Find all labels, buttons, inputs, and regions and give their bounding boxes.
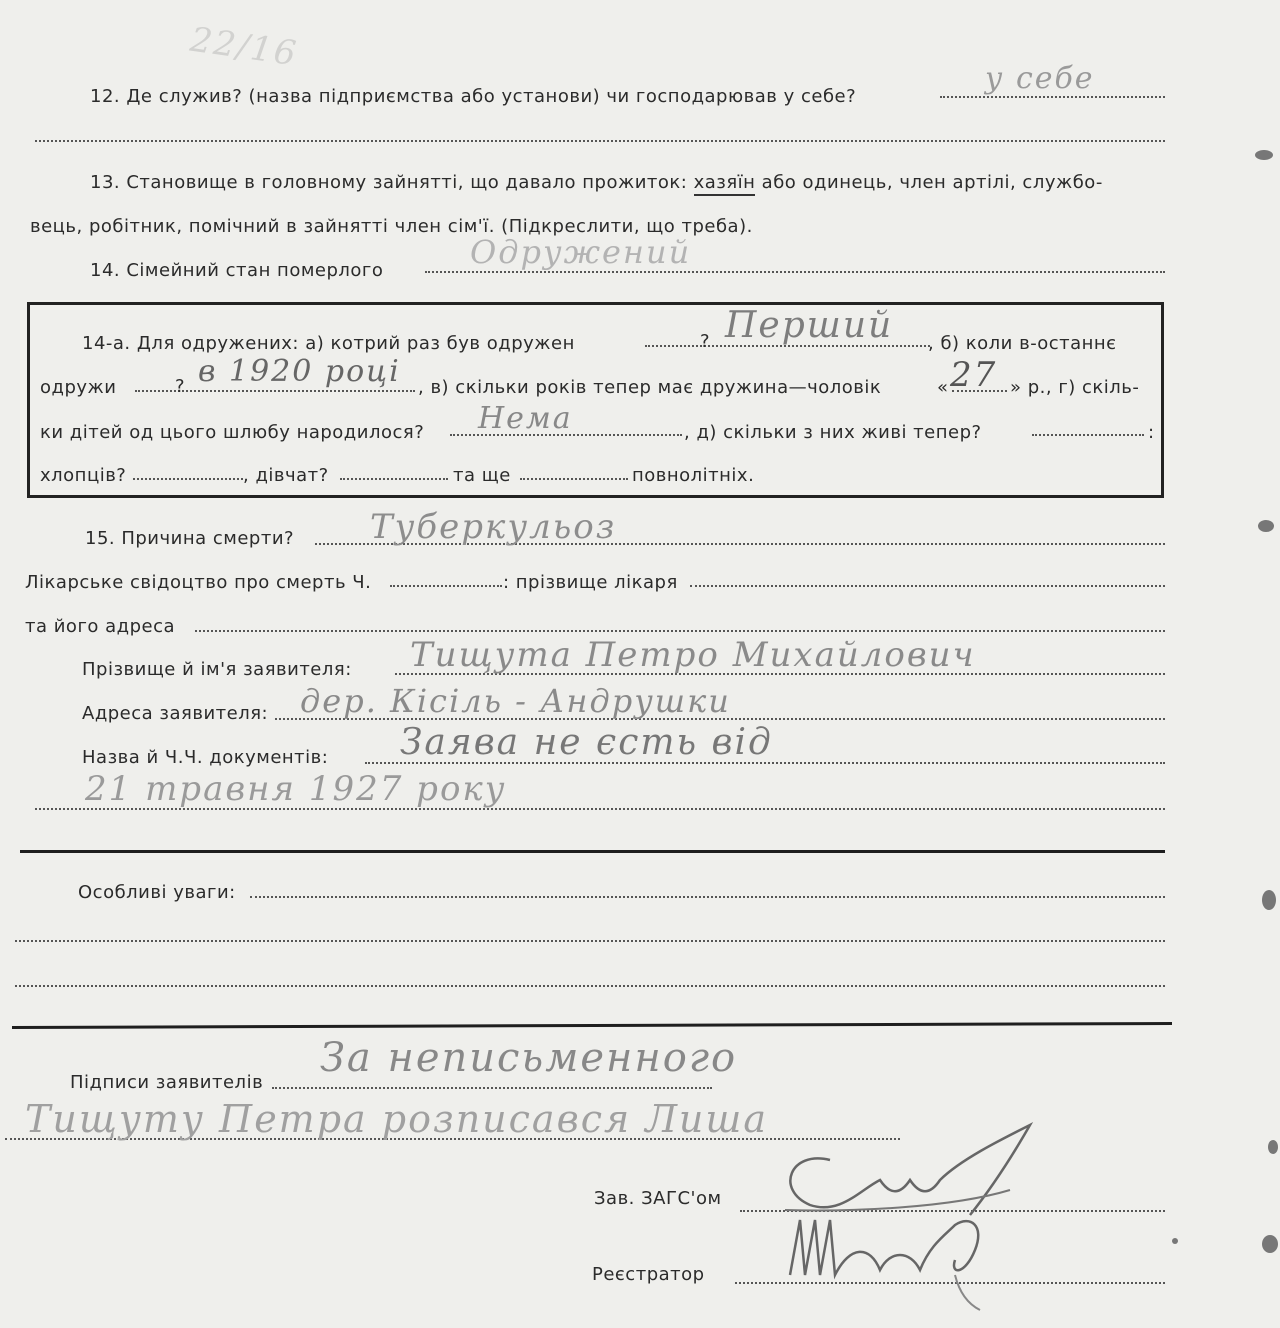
- q13-line1: [90, 174, 1103, 192]
- paper-speck: [1268, 1140, 1278, 1154]
- q14a-line3-answer: Нема: [478, 401, 573, 436]
- paper-speck: [1262, 1235, 1278, 1253]
- q14a-and-label: та ще: [453, 465, 511, 486]
- q14a-line1-label: 14-а. Для одружених: а) котрий раз був одружен: [82, 333, 575, 354]
- q14a-adult-label: повнолітніх.: [632, 465, 755, 486]
- q14a-line2-open-quote: «: [937, 377, 949, 398]
- q14-answer: Одружений: [470, 233, 692, 271]
- q14a-boys-line[interactable]: [133, 478, 243, 480]
- notes-line-1[interactable]: [250, 896, 1165, 898]
- q13-line1-before: 13. Становище в головному зайнятті, що давало прожиток:: [90, 172, 688, 193]
- q14-label: 14. Сімейний стан померлого: [90, 260, 384, 281]
- q14a-line1-answer: Перший: [725, 305, 894, 346]
- documents-line-1-text: Заява не єсть від: [400, 722, 773, 763]
- doctor-address-label: та його адреса: [25, 616, 176, 637]
- doctor-name-label: : прізвище лікаря: [503, 572, 678, 593]
- zags-head-label: Зав. ЗАГС'ом: [594, 1188, 722, 1209]
- doctor-certificate-number-line[interactable]: [390, 585, 502, 587]
- q14a-line3-label: ки дітей од цього шлюбу народилося?: [40, 422, 425, 443]
- q15-answer: Туберкульоз: [370, 507, 617, 547]
- q14a-adult-line[interactable]: [520, 478, 628, 480]
- signatures-line-1-text: За неписьменного: [320, 1035, 738, 1081]
- q14a-line2-question: ?: [175, 376, 186, 397]
- signatures-label: Підписи заявителів: [70, 1072, 264, 1093]
- q13-line1-after: або одинець, член артілі, службо-: [761, 172, 1103, 193]
- q14a-line3-mid: , д) скільки з них живі тепер?: [684, 422, 982, 443]
- registrar-label: Реєстратор: [592, 1264, 705, 1285]
- q14a-line2-label: одружи: [40, 377, 117, 398]
- documents-line-2-text: 21 травня 1927 року: [85, 769, 507, 809]
- paper-speck: [1255, 150, 1273, 160]
- notes-line-2[interactable]: [15, 940, 1165, 942]
- applicant-address-label: Адреса заявителя:: [82, 703, 269, 724]
- doctor-certificate-label: Лікарське свідоцтво про смерть Ч.: [25, 572, 372, 593]
- q14a-age: 27: [950, 355, 998, 395]
- signatures-line-2-text: Тищуту Петра розписався Лиша: [25, 1097, 769, 1141]
- q14a-girls-line[interactable]: [340, 478, 448, 480]
- documents-label: Назва й Ч.Ч. документів:: [82, 747, 329, 768]
- paper-speck: [1258, 520, 1274, 532]
- q14a-line1-end: , б) коли в-останнє: [928, 333, 1117, 354]
- applicant-name: Тищута Петро Михайлович: [410, 635, 976, 675]
- q12-answer-line-2[interactable]: [35, 140, 1165, 142]
- applicant-name-label: Прізвище й ім'я заявителя:: [82, 659, 352, 680]
- q12-answer: у себе: [985, 61, 1095, 96]
- section-divider-1: [20, 850, 1165, 853]
- q14a-line2-close: » р., г) скіль-: [1010, 377, 1140, 398]
- doctor-address-line[interactable]: [195, 630, 1165, 632]
- section-divider-2: [12, 1022, 1172, 1029]
- q13-underlined-choice: хазяїн: [694, 172, 756, 196]
- registrar-signature: [770, 1205, 1010, 1315]
- q14a-living-line[interactable]: [1032, 434, 1144, 436]
- signatures-line-1[interactable]: [272, 1087, 712, 1089]
- q14a-girls-label: , дівчат?: [243, 465, 329, 486]
- paper-speck: [1262, 890, 1276, 910]
- q14a-boys-label: хлопців?: [40, 465, 127, 486]
- applicant-address: дер. Кісіль - Андрушки: [300, 682, 731, 720]
- q12-answer-line[interactable]: [940, 96, 1165, 98]
- notes-label: Особливі уваги:: [78, 882, 236, 903]
- archive-note: 22/16: [187, 19, 301, 75]
- q12-label: 12. Де служив? (назва підприємства або установи) чи господарював у себе?: [90, 86, 857, 107]
- q14-answer-line[interactable]: [425, 271, 1165, 273]
- q15-label: 15. Причина смерти?: [85, 528, 295, 549]
- q13-line2: вець, робітник, помічний в зайнятті член сім'ї. (Підкреслити, що треба).: [30, 216, 753, 237]
- doctor-name-line[interactable]: [690, 585, 1165, 587]
- q14a-line2-mid: , в) скільки років тепер має дружина—чоловік: [418, 377, 882, 398]
- q14a-line3-colon: :: [1148, 422, 1155, 443]
- q14a-box: [27, 302, 1164, 498]
- q14a-line1-question: ?: [700, 331, 711, 352]
- q14a-line2-answer: в 1920 році: [198, 354, 401, 389]
- paper-speck: [1172, 1238, 1178, 1244]
- notes-line-3[interactable]: [15, 985, 1165, 987]
